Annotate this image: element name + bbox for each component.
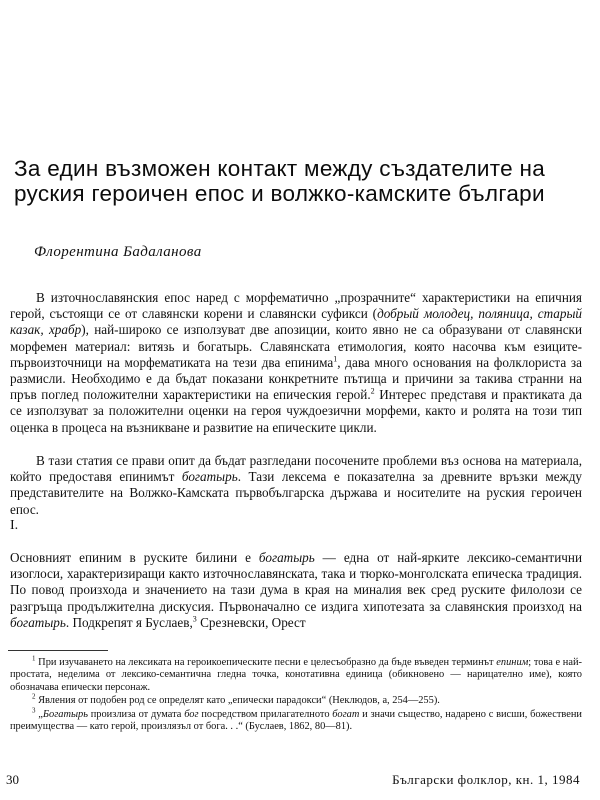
article-author: Флорентина Бадаланова: [34, 244, 202, 260]
footnote-1: [10, 654, 582, 694]
footnote-marker: 2: [370, 386, 375, 396]
italic-term: богат: [332, 708, 360, 720]
italic-term: добрый молодец, поляница, старый казак, храбр: [10, 306, 582, 338]
text-run: — една от най-ярките лексико-семантични изоглоси, характеризиращи както източнославянската, така и тюрко-монголската епическа традиция. По повод произхода и значението на тази дума в края на миналия век сред руските филолози се разгръща продължителна дискусия. Първоначално се издига хипотезата за славянския произход на: [10, 550, 583, 614]
italic-term: богатырь: [10, 614, 66, 630]
text-run: ; това е най-простата, неделима от лексико-семантична гледна точка, конотативна единица (обикновено — нарицателно име), която обозначава епически персонаж.: [10, 657, 582, 693]
body-paragraph-1: [10, 290, 582, 436]
text-run: произлиза от думата: [87, 708, 185, 720]
text-run: , дава много основания на фолклориста за размисли. Необходимо е да бъдат показани конкретните пътища и причини за такива странни на пръв поглед положителни характеристики на епическия герой.: [10, 354, 582, 403]
text-run: В източнославянския епос наред с морфематично „прозрачните“ характеристики на епичния герой, състоящи се от славянски корени и славянски суфикси (: [10, 290, 582, 322]
text-run: . Тази лексема е показателна за древните връзки между представителите на Волжко-Камската първобългарска държава и носителите на руския героичен епос.: [10, 469, 582, 517]
footnotes: [10, 654, 582, 734]
footnote-3: [10, 706, 582, 734]
footnote-marker: 2: [32, 692, 36, 701]
footnote-marker: 1: [333, 354, 338, 364]
italic-term: епиним: [496, 657, 529, 668]
text-run: Основният епиним в руските билини е: [10, 550, 259, 565]
body-paragraph-3: [10, 550, 582, 631]
text-run: Срезневски, Орест: [196, 614, 306, 630]
text-run: и значи същество, надарено с висши, божествени преимущества — като герой, произлязъл от бога. . .“ (Буслаев, 1862, 80—81).: [10, 708, 582, 733]
journal-running-footer: Български фолклор, кн. 1, 1984: [392, 772, 580, 787]
text-run: ), най-широко се използуват две апозиции, които явно не са образувани от славянски морфемен материал: витязь и богатырь. Славянската етимология, която насочва към езиците-първоизточници на морфематиката на тези два епинима: [10, 322, 583, 370]
text-run: Интерес представя и практиката да се използуват за положителни оценки на героя чуждоезични морфеми, както и ролята на този тип оценка в процеса на възникване и развитие на епическите цикли.: [10, 387, 582, 435]
text-run: „: [35, 708, 43, 720]
italic-term: богатырь: [258, 550, 315, 565]
footnote-2: [10, 692, 582, 707]
body-paragraph-2: [10, 453, 582, 518]
text-run: посредством прилагателното: [198, 708, 333, 720]
footnote-divider: [8, 650, 108, 651]
text-run: При изучаването на лексиката на героикоепическите песни е целесъобразно да бъде въведен терминът: [35, 657, 497, 668]
text-run: Явления от подобен род се определят като „епически парадокси“ (Неклюдов, а, 254—255).: [35, 695, 440, 707]
text-run: . Подкрепят я Буслаев,: [65, 614, 193, 630]
italic-term: Богатырь: [42, 708, 88, 720]
footnote-marker: 1: [32, 654, 36, 663]
italic-term: богатырь: [181, 469, 238, 485]
article-title: За един възможен контакт между създателите на руския героичен епос и волжко-камските българи: [14, 156, 546, 206]
text-run: В тази статия се прави опит да бъдат разгледани посочените проблеми въз основа на материала, който предоставя епинимът: [10, 453, 582, 485]
page-number: 30: [6, 772, 19, 787]
footnote-marker: 3: [32, 706, 36, 715]
italic-term: бог: [184, 708, 199, 720]
footnote-marker: 3: [192, 614, 197, 624]
section-number: I.: [10, 518, 19, 533]
